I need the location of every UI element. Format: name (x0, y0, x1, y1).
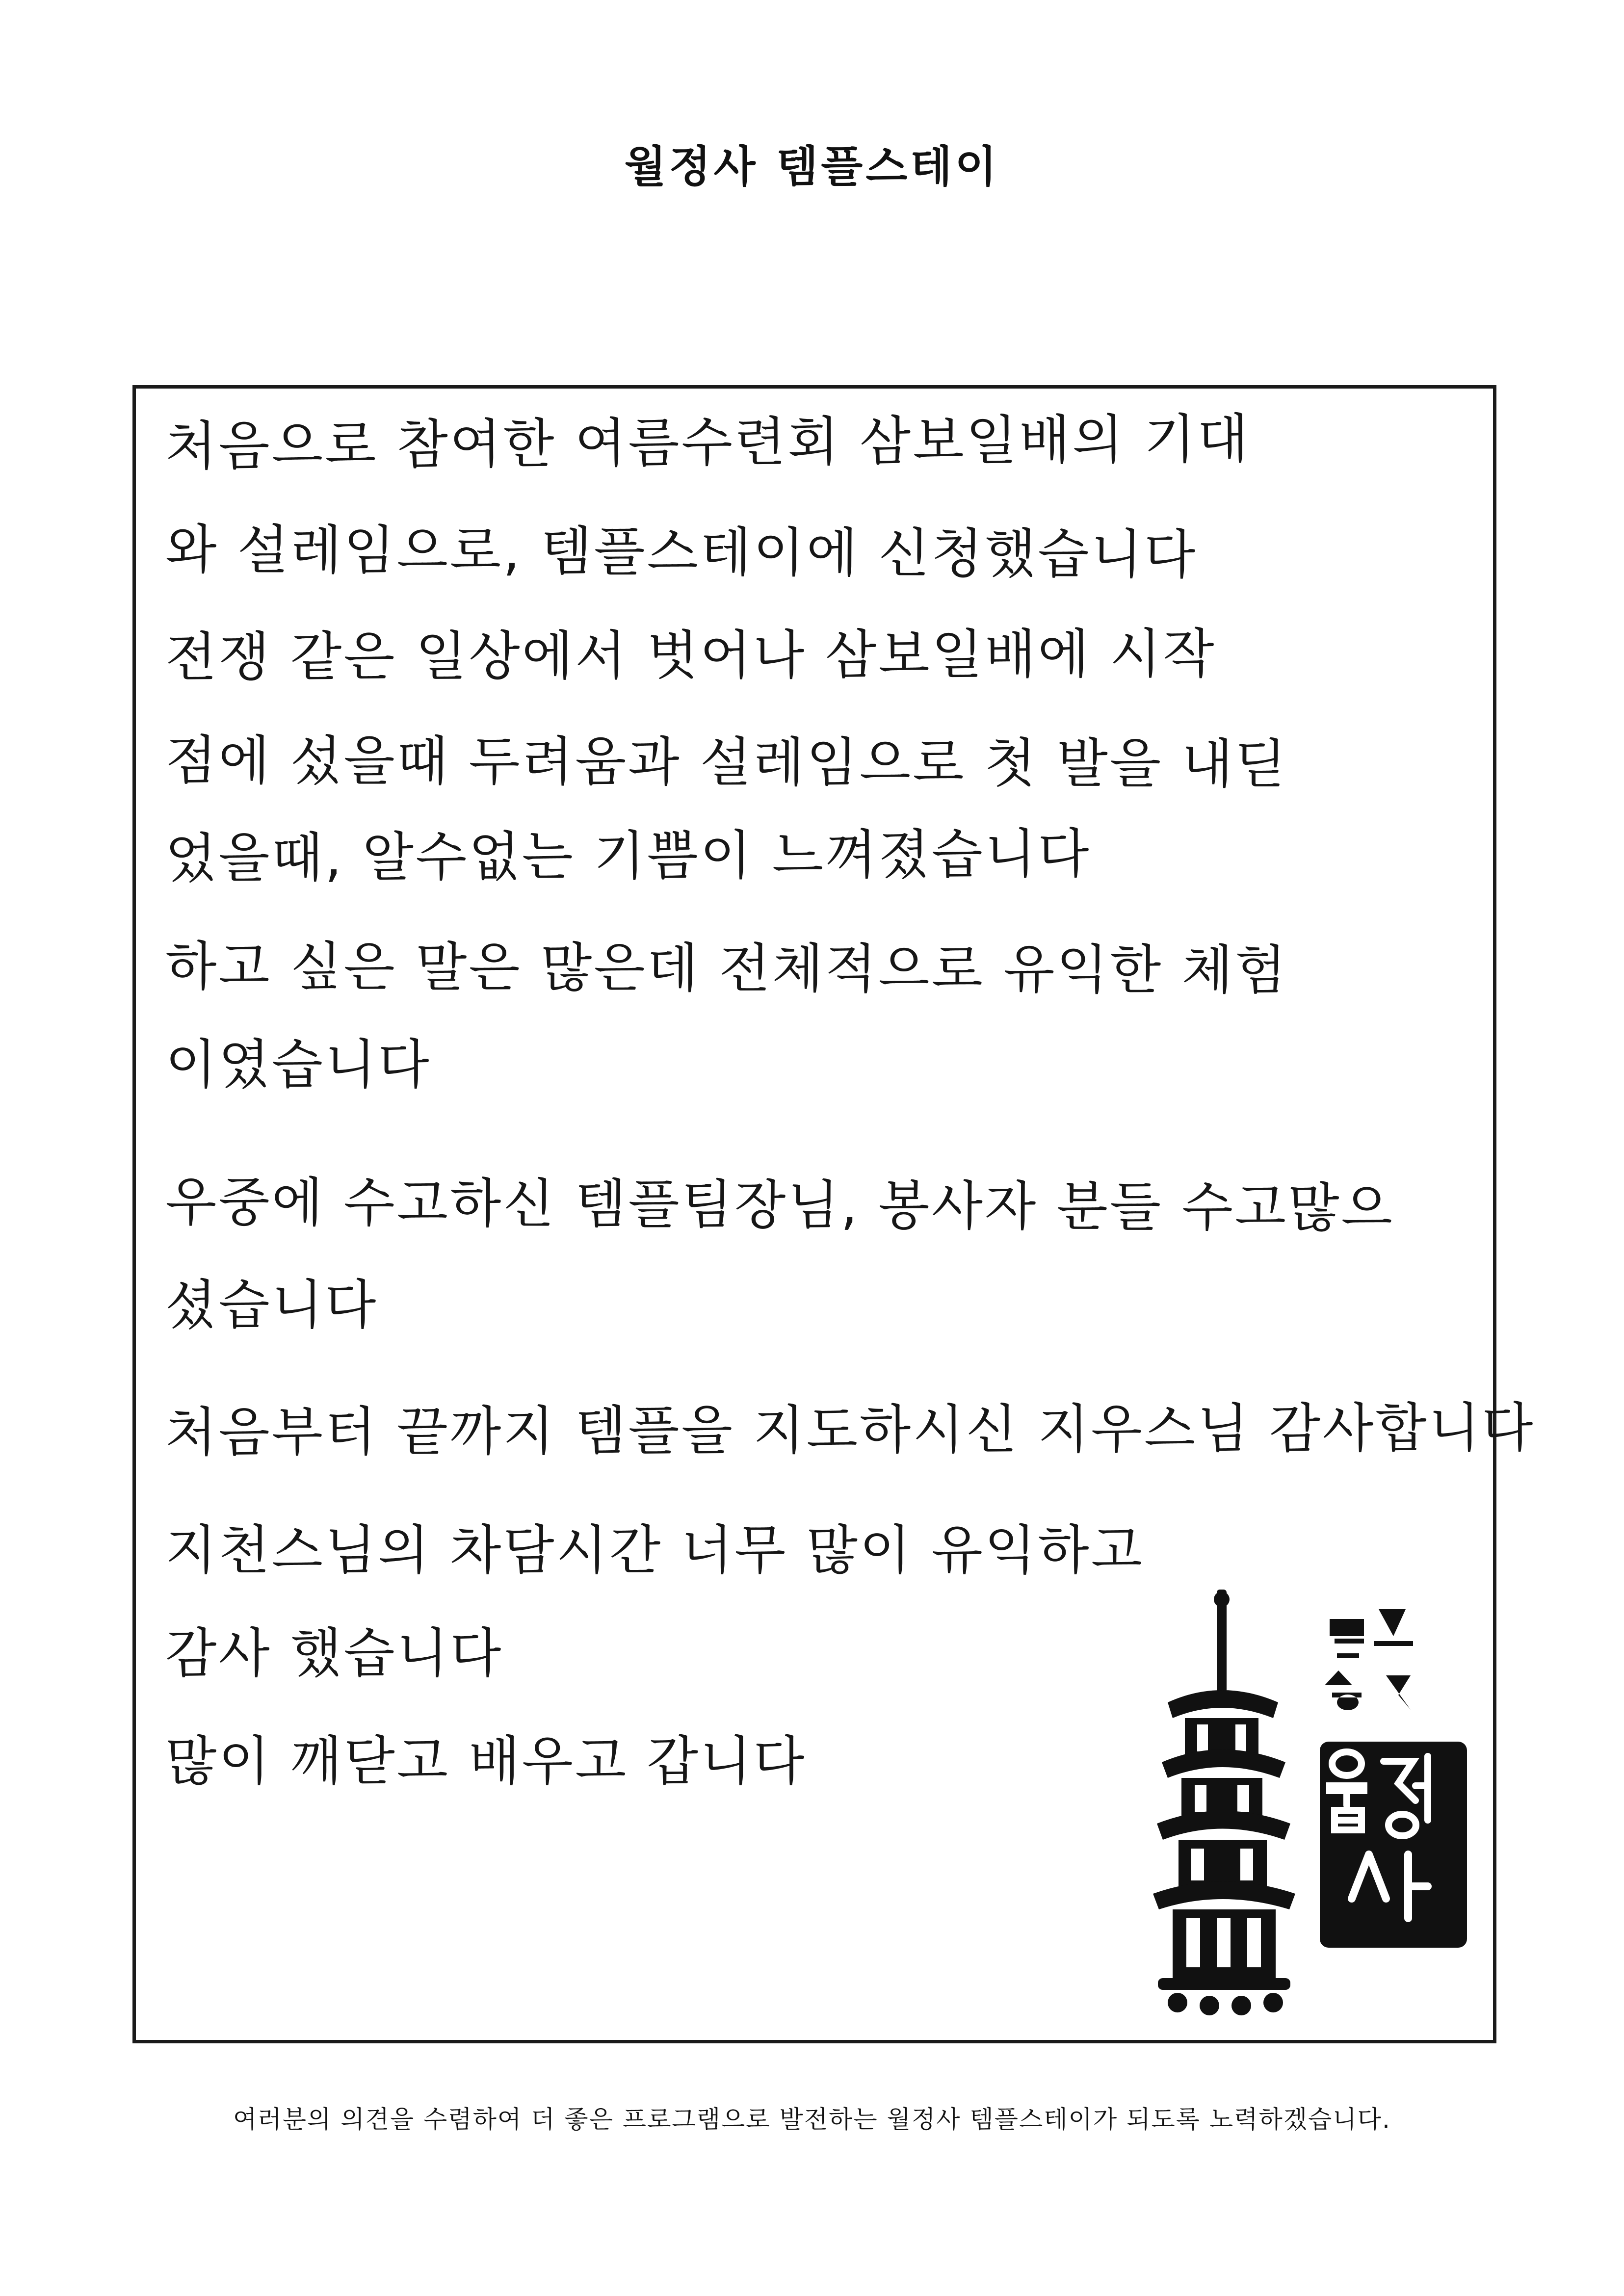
handwritten-line: 점에 섰을때 두려움과 설레임으로 첫 발을 내딛 (165, 730, 1288, 795)
seal-graphic (1143, 1580, 1487, 2021)
seal-lettering (1320, 1609, 1467, 1948)
page-title: 월정사 템플스테이 (624, 141, 1000, 192)
handwritten-line: 와 설레임으로, 템플스테이에 신청했습니다 (165, 519, 1198, 586)
handwritten-line: 이였습니다 (165, 1034, 431, 1096)
handwritten-line: 었을때, 알수없는 기쁨이 느껴졌습니다 (165, 823, 1091, 889)
handwritten-line: 처음으로 참여한 여름수련회 삼보일배의 기대 (165, 408, 1251, 477)
handwritten-line: 처음부터 끝까지 템플을 지도하시신 지우스님 감사합니다 (165, 1397, 1535, 1463)
pagoda-icon (1153, 1590, 1295, 2015)
temple-seal (1143, 1580, 1487, 2021)
handwritten-line: 우중에 수고하신 템플팀장님, 봉사자 분들 수고많으 (165, 1172, 1395, 1240)
handwritten-line: 전쟁 같은 일상에서 벗어나 삼보일배에 시작 (165, 623, 1216, 688)
handwritten-line: 많이 깨닫고 배우고 갑니다 (165, 1731, 807, 1792)
handwritten-line: 지천스님의 차담시간 너무 많이 유익하고 (165, 1520, 1144, 1581)
footer-note: 여러분의 의견을 수렴하여 더 좋은 프로그램으로 발전하는 월정사 템플스테이가 되도록 노력하겠습니다. (233, 2105, 1391, 2134)
handwritten-line: 셨습니다 (165, 1275, 378, 1336)
handwritten-line: 하고 싶은 말은 많은데 전체적으로 유익한 체험 (165, 936, 1288, 1001)
handwritten-line: 감사 했습니다 (165, 1623, 503, 1684)
